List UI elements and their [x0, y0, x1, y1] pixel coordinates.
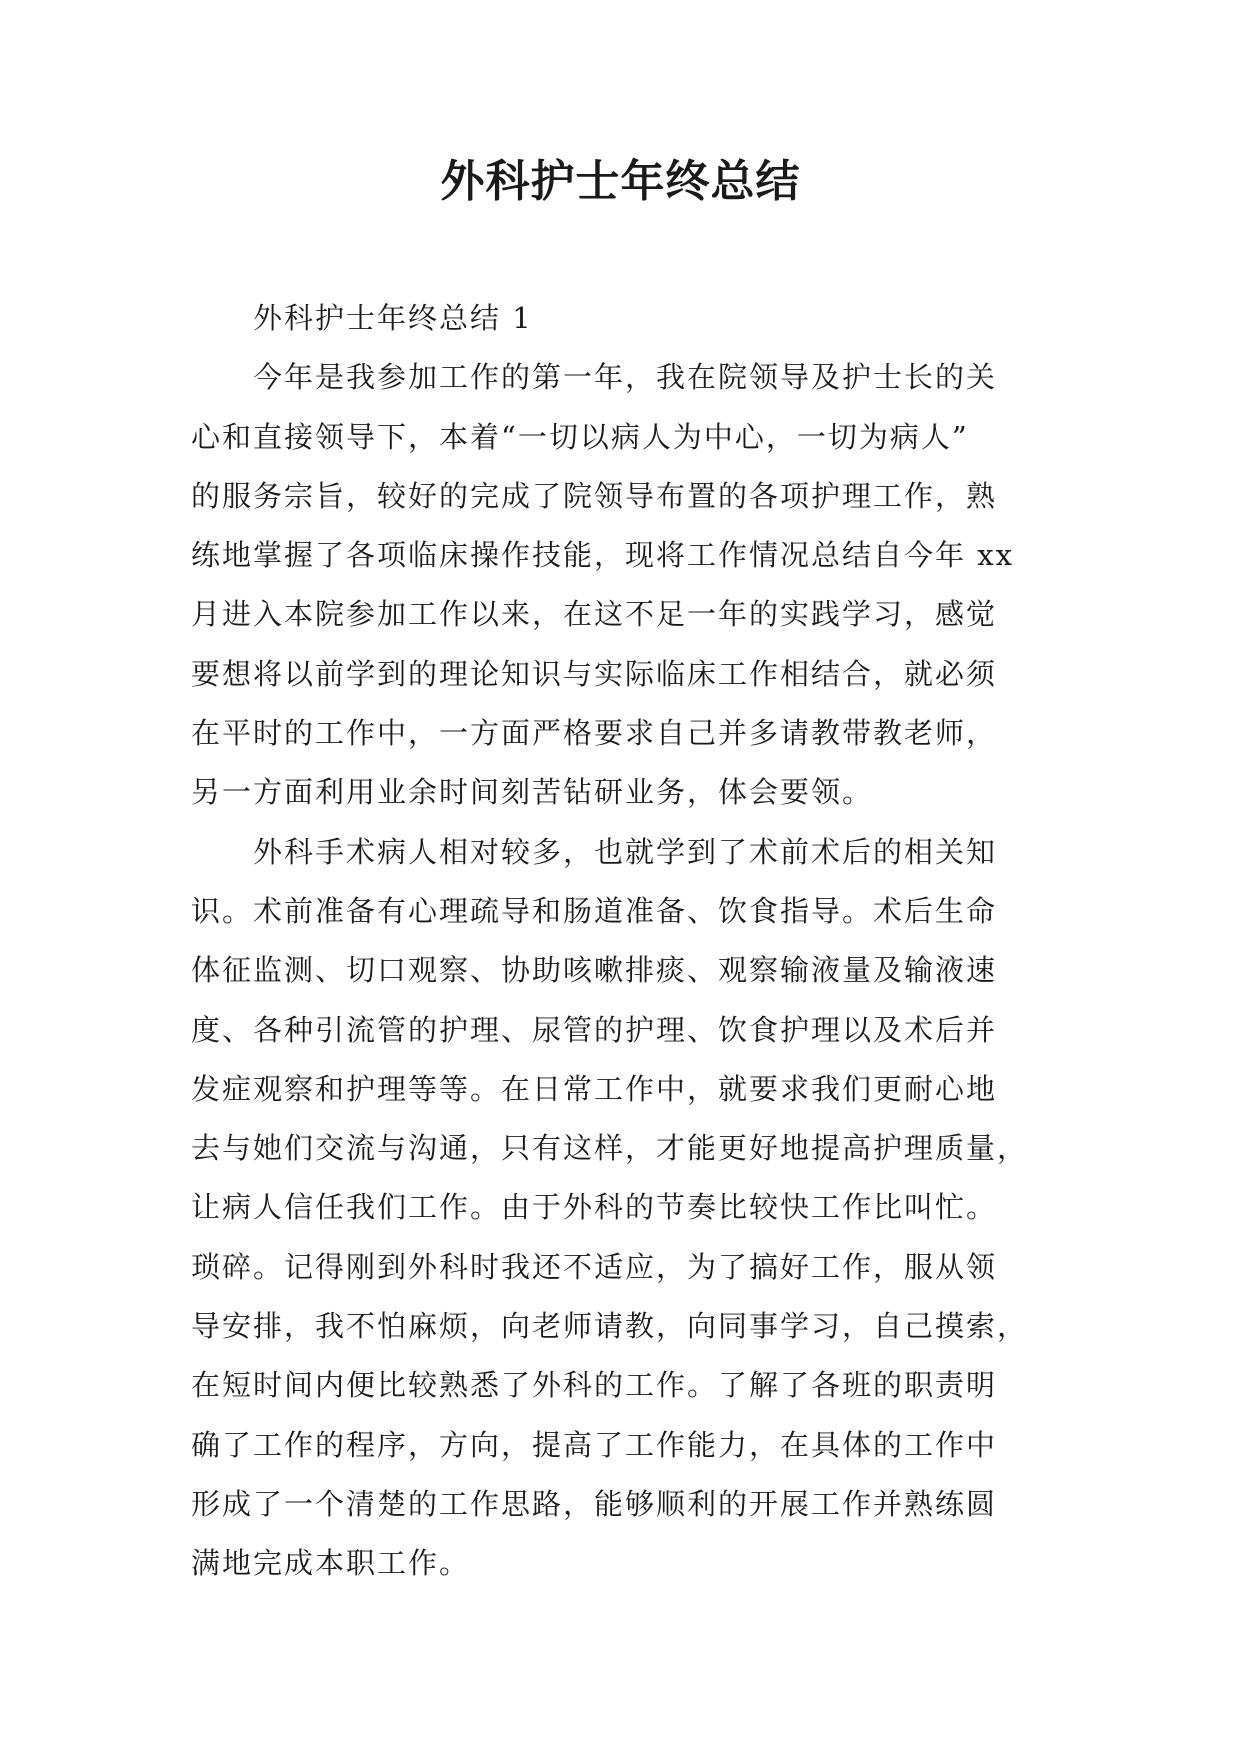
paragraph-line: 在平时的工作中，一方面严格要求自己并多请教带教老师，: [191, 716, 998, 751]
paragraph-line: 导安排，我不怕麻烦，向老师请教，向同事学习，自己摸索，: [191, 1309, 1029, 1344]
document-title: 外科护士年终总结: [440, 156, 801, 207]
paragraph-line: 今年是我参加工作的第一年，我在院领导及护士长的关: [253, 360, 998, 395]
paragraph-line: 体征监测、切口观察、协助咳嗽排痰、观察输液量及输液速: [191, 953, 998, 988]
paragraph-line: 确了工作的程序，方向，提高了工作能力，在具体的工作中: [191, 1427, 998, 1462]
paragraph-line: 另一方面利用业余时间刻苦钻研业务，体会要领。: [191, 775, 874, 810]
paragraph-line: 练地掌握了各项临床操作技能，现将工作情况总结自今年 xx: [191, 538, 1014, 573]
paragraph-line: 外科手术病人相对较多，也就学到了术前术后的相关知: [253, 834, 998, 869]
section-heading: 外科护士年终总结 1: [253, 301, 533, 335]
paragraph-line: 识。术前准备有心理疏导和肠道准备、饮食指导。术后生命: [191, 893, 998, 928]
paragraph-line: 在短时间内便比较熟悉了外科的工作。了解了各班的职责明: [191, 1368, 998, 1403]
paragraph-line: 满地完成本职工作。: [191, 1546, 471, 1581]
paragraph-line: 要想将以前学到的理论知识与实际临床工作相结合，就必须: [191, 656, 998, 691]
paragraph-line: 让病人信任我们工作。由于外科的节奏比较快工作比叫忙。: [191, 1190, 998, 1225]
paragraph-line: 度、各种引流管的护理、尿管的护理、饮食护理以及术后并: [191, 1012, 998, 1047]
paragraph-line: 心和直接领导下，本着“一切以病人为中心，一切为病人”: [191, 419, 969, 454]
paragraph-line: 形成了一个清楚的工作思路，能够顺利的开展工作并熟练圆: [191, 1486, 998, 1521]
paragraph-line: 去与她们交流与沟通，只有这样，才能更好地提高护理质量，: [191, 1131, 1029, 1166]
paragraph-line: 月进入本院参加工作以来，在这不足一年的实践学习，感觉: [191, 597, 998, 632]
paragraph-line: 发症观察和护理等等。在日常工作中，就要求我们更耐心地: [191, 1071, 998, 1106]
document-body: [191, 289, 1058, 1594]
paragraph-line: 的服务宗旨，较好的完成了院领导布置的各项护理工作，熟: [191, 478, 998, 513]
paragraph-line: 琐碎。记得刚到外科时我还不适应，为了搞好工作，服从领: [191, 1249, 998, 1284]
